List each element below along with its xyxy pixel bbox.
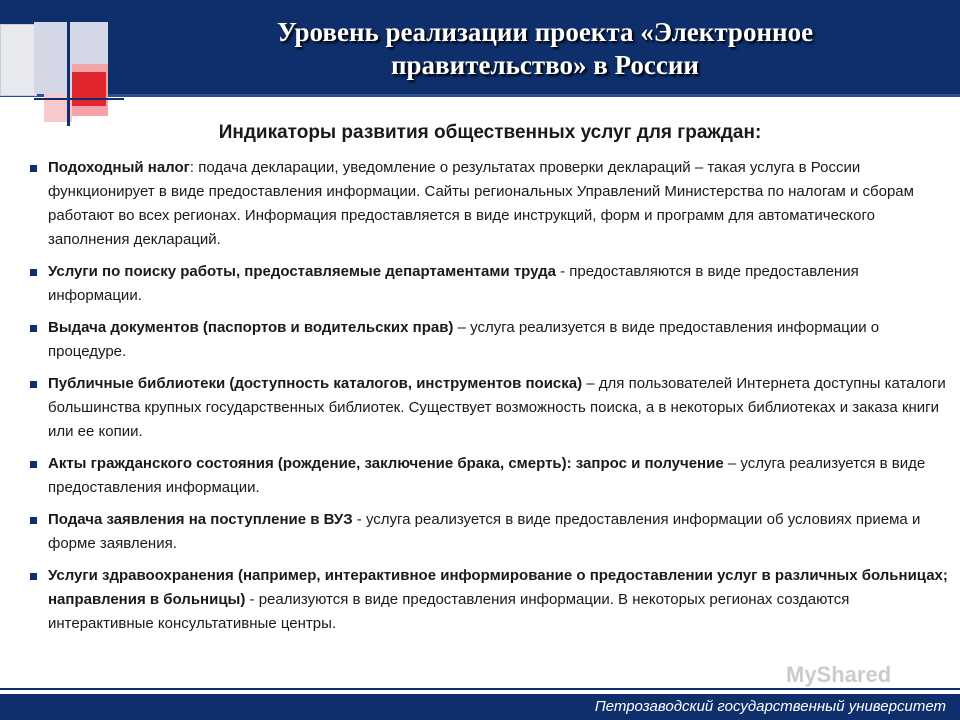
square-bullet-icon <box>30 381 37 388</box>
item-text: – для пользователей Интернета доступны каталоги большинства крупных государственных библиотек. Существует возможность поиска, а в некоторых библиотеках и заказа книги или ее копии. <box>48 375 946 440</box>
list-item <box>30 564 955 636</box>
indicator-list <box>30 156 955 644</box>
decor-square-gray <box>0 24 37 96</box>
watermark: MyShared <box>786 662 892 687</box>
square-bullet-icon <box>30 269 37 276</box>
square-bullet-icon <box>30 573 37 580</box>
list-item <box>30 260 955 308</box>
item-lead: Подоходный налог <box>48 159 190 176</box>
item-lead: Публичные библиотеки (доступность каталогов, инструментов поиска) <box>48 375 583 392</box>
decor-square-red <box>72 72 106 106</box>
slide-footer <box>0 694 960 720</box>
list-item <box>30 316 955 364</box>
item-text: - предоставляются в виде предоставления информации. <box>48 263 859 304</box>
list-item <box>30 156 955 252</box>
item-text: : подача декларации, уведомление о результатах проверки деклараций – такая услуга в России функционирует в виде предоставления информации. Сайты региональных Управлений Министерства по налогам и сборам работают во всех регионах. Информация предоставляется в виде инструкций, форм и программ для автоматического заполнения деклараций. <box>48 159 914 248</box>
item-lead: Услуги по поиску работы, предоставляемые департаментами труда <box>48 263 556 280</box>
item-lead: Выдача документов (паспортов и водительских прав) <box>48 319 454 336</box>
title-line-1: Уровень реализации проекта «Электронное <box>276 17 814 47</box>
item-text: - реализуются в виде предоставления информации. В некоторых регионах создаются интерактивные консультативные центры. <box>48 591 850 632</box>
slide-title <box>130 16 960 82</box>
item-text: - услуга реализуется в виде предоставления информации об условиях приема и форме заявления. <box>48 511 921 552</box>
item-lead: Подача заявления на поступление в ВУЗ <box>48 511 353 528</box>
decor-vertical-line <box>67 14 70 126</box>
list-item <box>30 372 955 444</box>
item-text: – услуга реализуется в виде предоставления информации. <box>48 455 926 496</box>
square-bullet-icon <box>30 461 37 468</box>
square-bullet-icon <box>30 165 37 172</box>
list-item <box>30 452 955 500</box>
item-text: – услуга реализуется в виде предоставления информации о процедуре. <box>48 319 880 360</box>
title-line-2: правительство» в России <box>390 50 699 80</box>
header-divider <box>0 94 960 97</box>
footer-divider <box>0 688 960 690</box>
footer-text: Петрозаводский государственный университет <box>594 698 946 715</box>
decor-horizontal-line <box>34 98 124 100</box>
list-item <box>30 508 955 556</box>
slide-subtitle: Индикаторы развития общественных услуг для граждан: <box>218 122 762 143</box>
square-bullet-icon <box>30 517 37 524</box>
square-bullet-icon <box>30 325 37 332</box>
item-lead: Акты гражданского состояния (рождение, заключение брака, смерть): запрос и получение <box>48 455 724 472</box>
item-lead: Услуги здравоохранения (например, интерактивное информирование о предоставлении услуг в различных больницах; направления в больницы) <box>48 567 948 608</box>
